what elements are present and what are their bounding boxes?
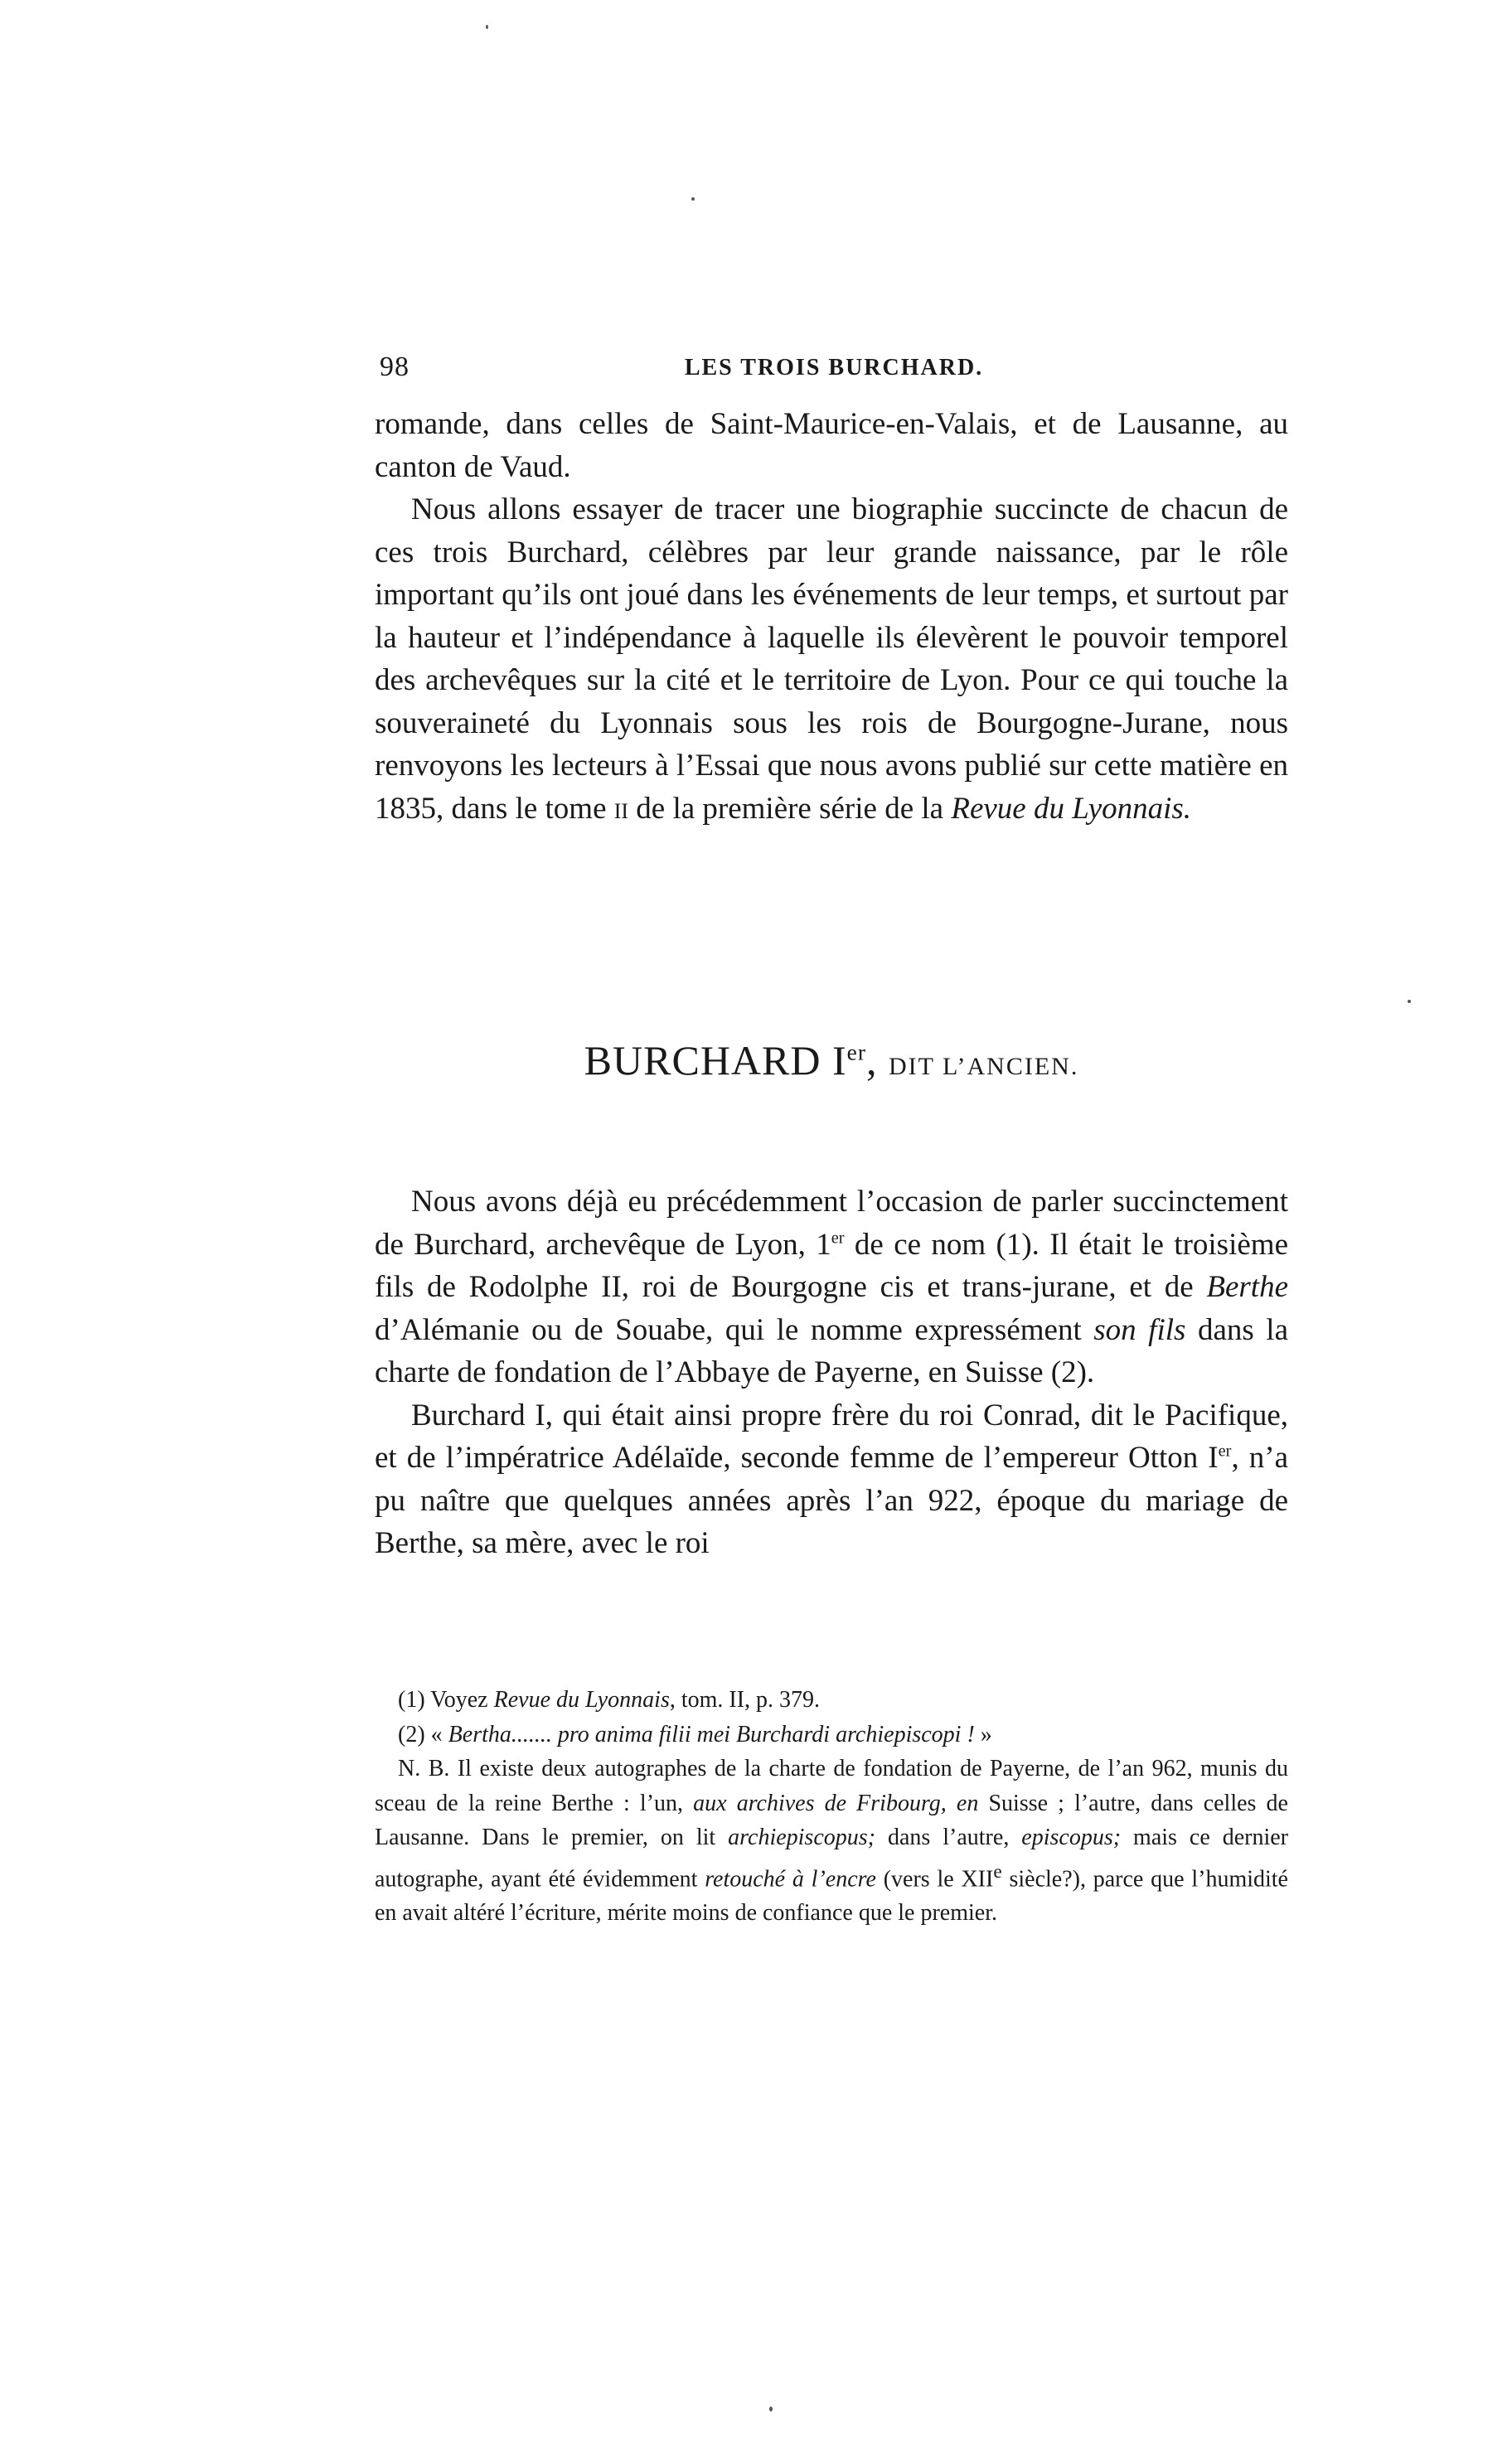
heading-separator: , (866, 1037, 889, 1083)
superscript: er (831, 1229, 845, 1248)
text-run: Burchard I, qui était ainsi propre frère du roi Conrad, dit le Pacifique, et de l’impératrice Adélaïde, seconde femme de l’empereur Otton I (375, 1398, 1288, 1475)
text-run: Nous avons déjà eu précédemment l’occasion de parler succinctement de Burchard, archevêque de Lyon, 1 (375, 1185, 1288, 1262)
footnote-1 (375, 1683, 1288, 1718)
intro-text-run: de la première série de la (628, 791, 952, 826)
footnote-italic: Bertha....... pro anima filii mei Burchardi archiepiscopi ! (448, 1721, 975, 1747)
paper-speck (769, 2407, 773, 2411)
footnote-text: siècle?), parce que l’humidité en avait altéré l’écriture, mérite moins de confiance que le premier. (375, 1865, 1288, 1927)
text-run: de ce nom (1). Il était le troisième fils de Rodolphe II, roi de Bourgogne cis et trans-jurane, et de (375, 1227, 1288, 1304)
intro-paragraph-1: romande, dans celles de Saint-Maurice-en-Valais, et de Lausanne, au canton de Vaud. (375, 407, 1288, 484)
footnote-text: » (974, 1721, 992, 1747)
footnote-text: (2) « (398, 1721, 448, 1747)
footnote-text: N. B. Il existe deux autographes de la charte de fondation de Payerne, de l’an 962, munis du sceau de la reine Berthe : l’un, (375, 1756, 1288, 1816)
intro-text-run: Nous allons essayer de tracer une biographie succincte de chacun de ces trois Burchard, célèbres par leur grande naissance, par le rôle important qu’ils ont joué dans les événements de leur temps, et surtout par la hauteur et l’indépendance à laquelle ils élevèrent le pouvoir temporel des archevêques sur la cité et le territoire de Lyon. Pour ce qui touche la souveraineté du Lyonnais sous les rois de Bourgogne-Jurane, nous renvoyons les lecteurs à l’Essai que nous avons publié sur cette matière en 1835, dans le tome (375, 492, 1288, 826)
intro-paragraph-2 (375, 488, 1288, 832)
footnote-text: , tom. II, p. 379. (669, 1687, 821, 1713)
page-header (380, 351, 1288, 395)
running-title: LES TROIS BURCHARD. (684, 355, 984, 381)
section-text (375, 1180, 1288, 1565)
text-run: , n’a pu naître que quelques années après l’an 922, époque du mariage de Berthe, sa mère, avec le roi (375, 1441, 1289, 1560)
footnote-italic: Revue du Lyonnais (493, 1687, 670, 1713)
footnote-superscript: e (993, 1860, 1002, 1883)
italic-name: Berthe (1206, 1270, 1288, 1304)
section-paragraph-1 (375, 1180, 1288, 1394)
footnote-text: Suisse ; l’autre, dans celles de Lausanne. Dans le premier, on lit (375, 1790, 1288, 1850)
footnote-italic: archiepiscopus; (728, 1825, 875, 1850)
italic-phrase: son fils (1093, 1312, 1186, 1347)
text-run: d’Alémanie ou de Souabe, qui le nomme expressément (375, 1312, 1094, 1347)
footnote-text: (1) Voyez (398, 1687, 494, 1713)
footnotes (375, 1683, 1288, 1931)
footnote-text: dans l’autre, (875, 1825, 1022, 1850)
text-run: dans la charte de fondation de l’Abbaye de Payerne, en Suisse (2). (375, 1312, 1289, 1389)
tome-numeral: II (613, 798, 629, 823)
footnote-italic: retouché à l’encre (705, 1865, 876, 1892)
superscript: er (1218, 1442, 1232, 1461)
intro-text (375, 403, 1288, 832)
heading-name: BURCHARD I (584, 1037, 847, 1083)
heading-epithet: DIT L’ANCIEN. (889, 1053, 1079, 1080)
footnote-italic: episcopus; (1021, 1825, 1122, 1850)
page-number: 98 (380, 351, 410, 382)
paper-speck (691, 197, 695, 201)
paper-speck (486, 25, 488, 29)
journal-title: Revue du Lyonnais. (951, 791, 1192, 826)
footnote-nota-bene (375, 1752, 1288, 1931)
footnote-italic: aux archives de Fribourg, en (693, 1790, 979, 1816)
footnote-2 (375, 1718, 1288, 1752)
heading-ordinal: er (846, 1039, 867, 1065)
paper-speck (1408, 1000, 1411, 1003)
footnote-text: (vers le XII (875, 1865, 994, 1892)
footnote-text: mais ce dernier autographe, ayant été évidemment (375, 1825, 1288, 1892)
section-heading (375, 1036, 1288, 1084)
section-paragraph-2 (375, 1394, 1288, 1565)
